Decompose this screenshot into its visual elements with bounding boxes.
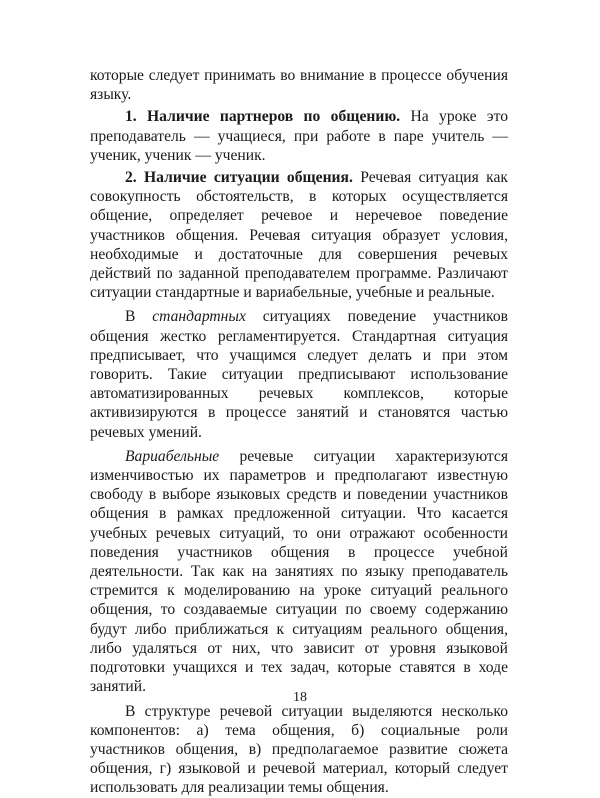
paragraph-heading: 2. Наличие ситуации общения. xyxy=(125,169,353,187)
paragraph-heading: 1. Наличие партнеров по общению. xyxy=(125,108,401,126)
paragraph-text: На уроке это преподаватель — учащиеся, при работе в паре учитель — ученик, ученик — ученик. xyxy=(90,108,508,164)
paragraph-situation xyxy=(90,168,508,302)
paragraph-text: ситуациях поведение участников общения жестко регламентируется. Стандартная ситуация предписывает, что учащимся следует делать и при этом говорить. Такие ситуации предписывают использование автоматизированных речевых комплексов, которые активизируются в процессе занятий и становятся частью речевых умений. xyxy=(90,308,508,441)
paragraph-text: В структуре речевой ситуации выделяются несколько компонентов: а) тема общения, б) социальные роли участников общения, в) предполагаемое развитие сюжета общения, г) языковой и речевой материал, который следует использовать для реализации темы общения. xyxy=(90,702,508,797)
page-number: 18 xyxy=(293,690,307,705)
body-text xyxy=(90,66,508,798)
paragraph-text: Речевая ситуация как совокупность обстоятельств, в которых осуществляется общение, определяет речевое и неречевое поведение участников общения. Речевая ситуация образует условия, необходимые и достаточные для совершения речевых действий по заданной преподавателем программе. Различают ситуации стандартные и вариабельные, учебные и реальные. xyxy=(90,169,508,302)
paragraph-standard xyxy=(90,307,508,441)
paragraph-continuation xyxy=(90,66,508,104)
emphasis-term: стандартных xyxy=(152,308,246,326)
paragraph-text: которые следует принимать во внимание в процессе обучения языку. xyxy=(90,67,508,104)
paragraph-partners xyxy=(90,107,508,165)
paragraph-text: речевые ситуации характеризуются изменчивостью их параметров и предполагают известную свободу в выборе языковых средств и поведении участников общения в рамках предложенной ситуации. Что касается учебных речевых ситуаций, то они отражают особенности поведения участников общения в процессе учебной деятельности. Так как на занятиях по языку преподаватель стремится к моделированию на уроке ситуаций реального общения, то создаваемые ситуации по своему содержанию будут либо приближаться к ситуациям реального общения, либо удаляться от них, что зависит от уровня языковой подготовки учащихся и тех задач, которые ставятся в ходе занятий. xyxy=(90,447,508,696)
emphasis-term: Вариабельные xyxy=(125,447,220,465)
paragraph-prefix: В xyxy=(125,308,153,326)
paragraph-variable xyxy=(90,447,508,697)
